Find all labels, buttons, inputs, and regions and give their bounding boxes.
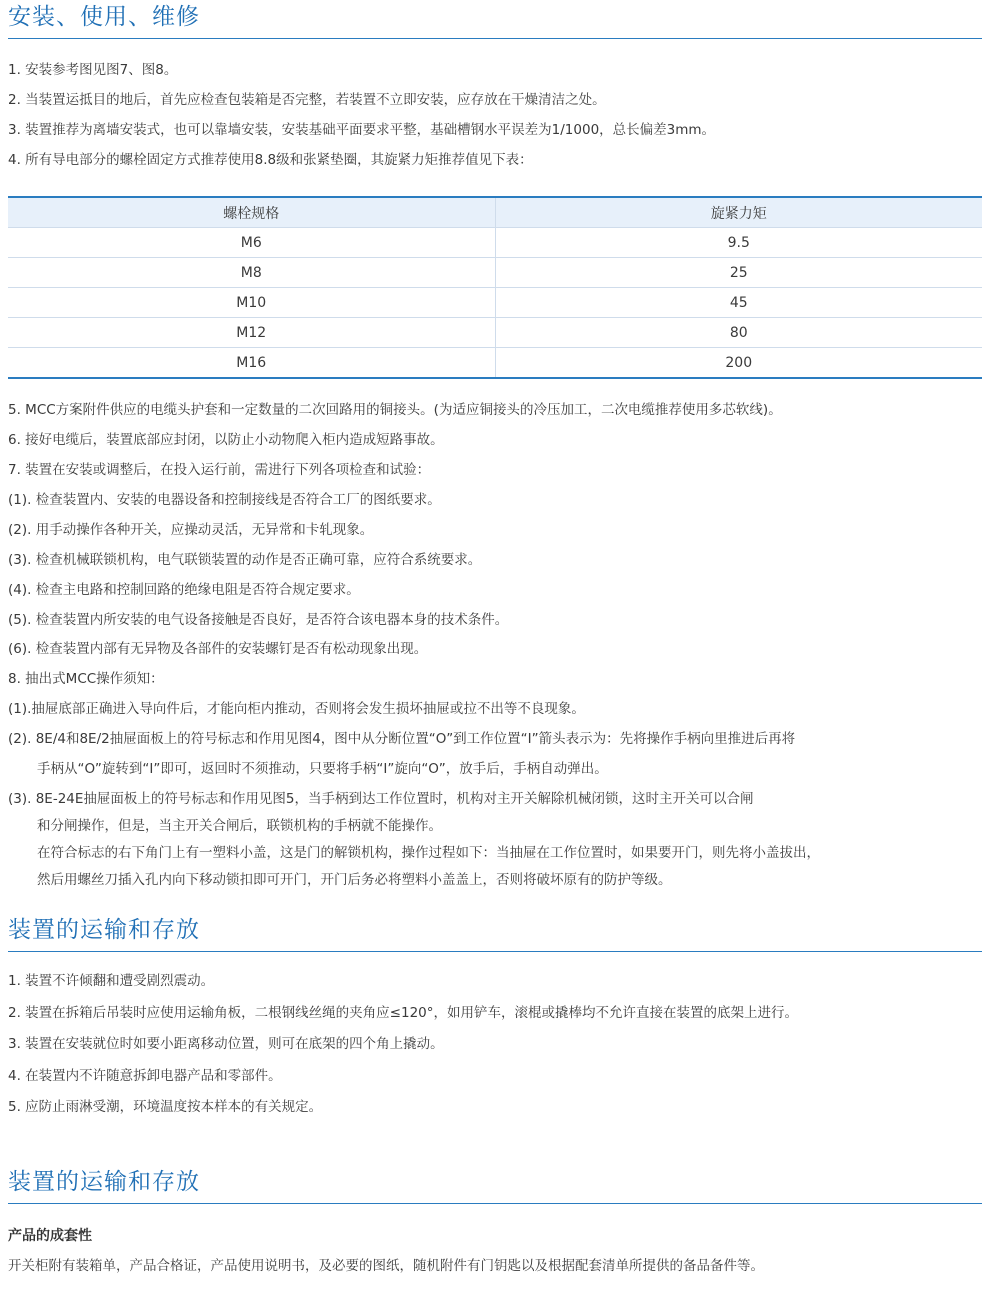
completeness-subtitle: 产品的成套性 — [8, 1228, 92, 1244]
completeness-text: 开关柜附有装箱单，产品合格证，产品使用说明书，及必要的图纸，随机附件有门钥匙以及根据配套清单所提供的备品备件等。 — [8, 1258, 764, 1274]
torque-cell: 25 — [495, 258, 982, 288]
transport-item-4: 4. 在装置内不许随意拆卸电器产品和零部件。 — [8, 1068, 282, 1084]
mcc-note-3: (3). 8E-24E抽屉面板上的符号标志和作用见图5，当手柄到达工作位置时，机构对主开关解除机械闭锁，这时主开关可以合闸 — [8, 791, 754, 807]
torque-table — [8, 196, 982, 379]
table-row — [8, 288, 982, 318]
transport-item-1: 1. 装置不许倾翻和遭受剧烈震动。 — [8, 973, 215, 989]
bolt-spec-cell: M8 — [8, 258, 495, 288]
bolt-spec-cell: M16 — [8, 348, 495, 378]
table-row — [8, 258, 982, 288]
torque-cell: 45 — [495, 288, 982, 318]
check-item-5: (5). 检查装置内所安装的电气设备接触是否良好，是否符合该电器本身的技术条件。 — [8, 612, 509, 628]
check-item-1: (1). 检查装置内、安装的电器设备和控制接线是否符合工厂的图纸要求。 — [8, 492, 441, 508]
mcc-note-2: (2). 8E/4和8E/2抽屉面板上的符号标志和作用见图4，图中从分断位置“O”到工作位置“I”箭头表示为：先将操作手柄向里推进后再将 — [8, 731, 796, 747]
check-item-4: (4). 检查主电路和控制回路的绝缘电阻是否符合规定要求。 — [8, 582, 360, 598]
table-row — [8, 228, 982, 258]
install-item-8: 8. 抽出式MCC操作须知： — [8, 671, 164, 687]
check-item-3: (3). 检查机械联锁机构，电气联锁装置的动作是否正确可靠，应符合系统要求。 — [8, 552, 482, 568]
mcc-note-3-cont-2: 在符合标志的右下角门上有一塑料小盖，这是门的解锁机构，操作过程如下：当抽屉在工作位置时，如果要开门，则先将小盖拔出， — [37, 845, 820, 861]
install-item-6: 6. 接好电缆后，装置底部应封闭，以防止小动物爬入柜内造成短路事故。 — [8, 432, 444, 448]
torque-cell: 9.5 — [495, 228, 982, 258]
section-title-transport: 装置的运输和存放 — [8, 915, 982, 952]
torque-cell: 80 — [495, 318, 982, 348]
transport-item-5: 5. 应防止雨淋受潮，环境温度按本样本的有关规定。 — [8, 1099, 323, 1115]
mcc-note-3-cont-3: 然后用螺丝刀插入孔内向下移动锁扣即可开门，开门后务必将塑料小盖盖上，否则将破坏原有的防护等级。 — [37, 872, 672, 888]
mcc-note-3-cont: 和分闸操作，但是，当主开关合闸后，联锁机构的手柄就不能操作。 — [37, 818, 442, 834]
mcc-note-2-cont: 手柄从“O”旋转到“I”即可，返回时不须推动，只要将手柄“I”旋向“O”，放手后，手柄自动弹出。 — [37, 761, 608, 777]
install-item-7: 7. 装置在安装或调整后，在投入运行前，需进行下列各项检查和试验： — [8, 462, 431, 478]
transport-item-3: 3. 装置在安装就位时如要小距离移动位置，则可在底架的四个角上撬动。 — [8, 1036, 444, 1052]
bolt-spec-cell: M12 — [8, 318, 495, 348]
mcc-note-1: (1).抽屉底部正确进入导向件后，才能向柜内推动，否则将会发生损坏抽屉或拉不出等不良现象。 — [8, 701, 585, 717]
column-header-torque: 旋紧力矩 — [495, 198, 982, 228]
column-header-bolt-spec: 螺栓规格 — [8, 198, 495, 228]
transport-item-2: 2. 装置在拆箱后吊装时应使用运输角板，二根钢线丝绳的夹角应≤120°，如用铲车，滚棍或撬棒均不允许直接在装置的底架上进行。 — [8, 1005, 798, 1021]
torque-cell: 200 — [725, 354, 753, 371]
table-row — [8, 348, 982, 378]
install-item-5: 5. MCC方案附件供应的电缆头护套和一定数量的二次回路用的铜接头。(为适应铜接头的冷压加工，二次电缆推荐使用多芯软线)。 — [8, 402, 782, 418]
section-title-completeness: 装置的运输和存放 — [8, 1167, 982, 1204]
install-item-3: 3. 装置推荐为离墙安装式，也可以靠墙安装，安装基础平面要求平整，基础槽钢水平误差为1/1000，总长偏差3mm。 — [8, 122, 716, 138]
bolt-spec-cell: M10 — [8, 288, 495, 318]
install-item-1: 1. 安装参考图见图7、图8。 — [8, 62, 178, 78]
section-title-install: 安装、使用、维修 — [8, 2, 982, 39]
table-header-row — [8, 198, 982, 228]
bolt-spec-cell: M6 — [8, 228, 495, 258]
table-row — [8, 318, 982, 348]
check-item-6: (6). 检查装置内部有无异物及各部件的安装螺钉是否有松动现象出现。 — [8, 641, 428, 657]
install-item-2: 2. 当装置运抵目的地后，首先应检查包装箱是否完整，若装置不立即安装，应存放在干燥清洁之处。 — [8, 92, 606, 108]
check-item-2: (2). 用手动操作各种开关，应操动灵活，无异常和卡轧现象。 — [8, 522, 374, 538]
install-item-4: 4. 所有导电部分的螺栓固定方式推荐使用8.8级和张紧垫圈，其旋紧力矩推荐值见下表： — [8, 152, 533, 168]
